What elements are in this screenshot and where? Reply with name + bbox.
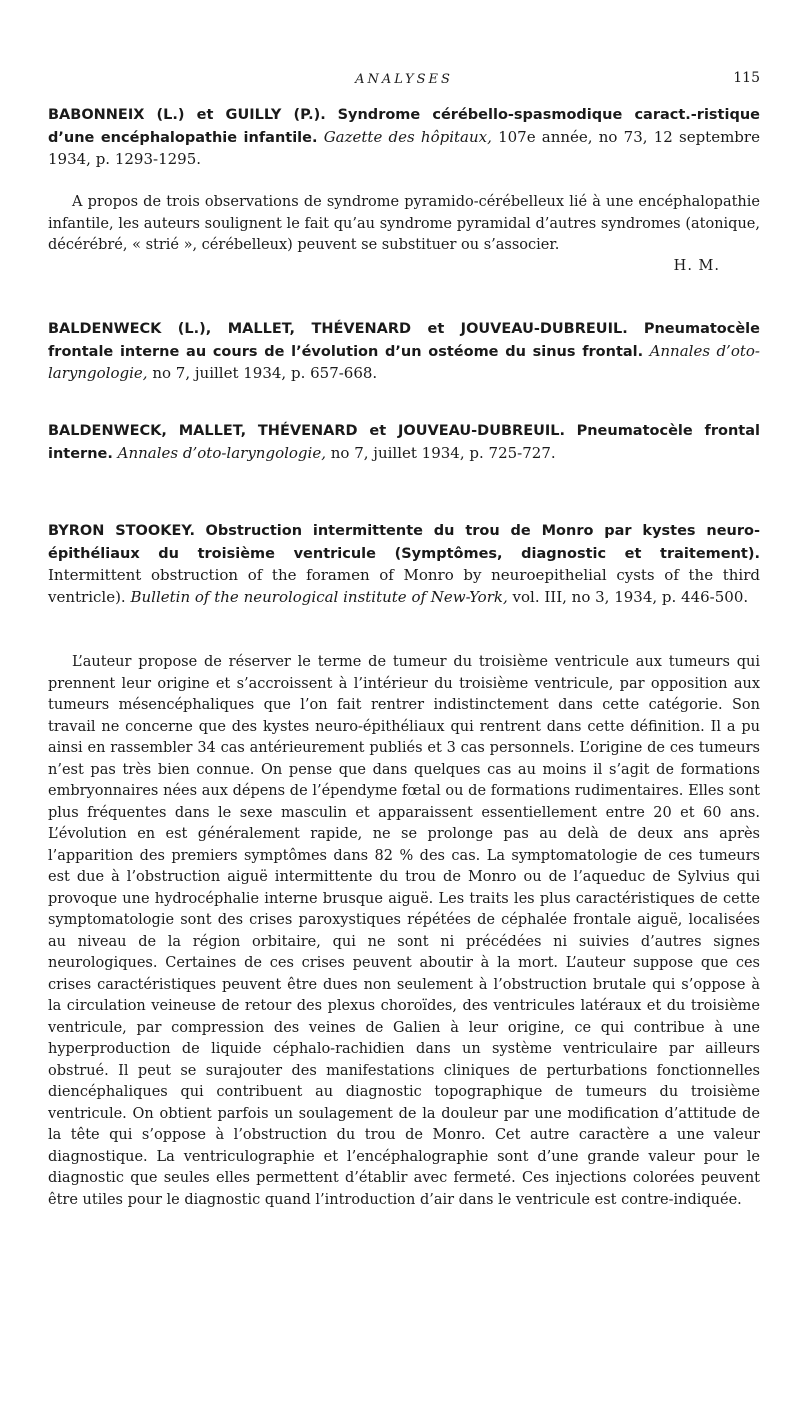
entry-source: Bulletin of the neurological institute of New-York, [130, 587, 508, 606]
entry-details: no 7, juillet 1934, p. 725-727. [330, 443, 556, 462]
entry-authors: BABONNEIX (L.) et GUILLY (P.). [48, 107, 326, 123]
entry-details: vol. III, no 3, 1934, p. 446-500. [512, 587, 749, 606]
entry-stookey-abstract: L’auteur propose de réserver le terme de tumeur du troisième ventricule aux tumeurs qui prennent leur origine et s’accroissent à l’intérieur du troisième ventricule, par opposition aux tumeurs mésencéphaliques que l’on fait rentrer indistinctement dans cette catégorie. Son travail ne concerne que des kystes neuro-épithéliaux qui rentrent dans cette définition. Il a pu ainsi en rassembler 34 cas antérieurement publiés et 3 cas personnels. L’origine de ces tumeurs n’est pas très bien connue. On pense que dans quelques cas au moins il s’agit de formations embryonnaires nées aux dépens de l’épendyme fœtal ou de formations rudimentaires. Elles sont plus fréquentes dans le sexe masculin et apparaissent essentiellement entre 20 et 60 ans. L’évolution en est généralement rapide, ne se prolonge pas au delà de deux ans après l’apparition des premiers symptômes dans 82 % des cas. La symptomatologie de ces tumeurs est due à l’obstruction aiguë intermittente du trou de Monro ou de l’aqueduc de Sylvius qui provoque une hydrocéphalie interne brusque aiguë. Les traits les plus caractéristiques de cette symptomatologie sont des crises paroxystiques répétées de céphalée frontale aiguë, localisées au niveau de la région orbitaire, qui ne sont ni précédées ni suivies d’autres signes neurologiques. Certaines de ces crises peuvent aboutir à la mort. L’auteur suppose que ces crises caractéristiques peuvent être dues non seulement à l’obstruction brutale qui s’oppose à la circulation veineuse de retour des plexus choroïdes, des ventricules latéraux et du troisième ventricule, par compression des veines de Galien à leur origine, ce qui contribue à une hyperproduction de liquide céphalo-rachidien dans un système ventriculaire par ailleurs obstrué. Il peut se surajouter des manifestations cliniques de perturbations fonctionnelles diencéphaliques qui contribuent au diagnostic topographique de tumeurs du troisième ventricule. On obtient parfois un soulagement de la douleur par une modification d’attitude de la tête qui s’oppose à l’obstruction du trou de Monro. Cet autre caractère a une valeur diagnostique. La ventriculographie et l’encéphalographie sont d’une grande valeur pour le diagnostic que seules elles permettent d’établir avec fermeté. Ces injections colorées peuvent être utiles pour le diagnostic quand l’introduction d’air dans le ventricule est contre-indiquée. [48, 654, 760, 1208]
entry-babonneix-citation [48, 104, 760, 171]
entry-title: Obstruction intermittente du trou de Monro par kystes neuro-épithéliaux du troisième ventricule (Symptômes, diagnostic et traitement). [48, 523, 760, 562]
entry-source: Gazette des hôpitaux, [323, 127, 492, 146]
entry-translation: Intermittent obstruction of the foramen of Monro by neuroepithelial cysts of the third ventricle). [48, 566, 760, 606]
entry-details: no 7, juillet 1934, p. 657-668. [152, 364, 378, 382]
entry-babonneix-abstract: A propos de trois observations de syndrome pyramido-cérébelleux lié à une encéphalopathie infantile, les auteurs soulignent le fait qu’au syndrome pyramidal d’autres syndromes (atonique, décérébré, « strié », cérébelleux) peuvent se substituer ou s’associer. [48, 194, 760, 253]
entry-baldenweck-1-citation [48, 318, 760, 385]
entry-authors: BYRON STOOKEY. [48, 523, 195, 539]
entry-details: 107e année, no 73, 12 septembre 1934, p. 1293-1295. [48, 127, 760, 168]
entry-title: Syndrome cérébello-spasmodique caract.-ristique d’une encéphalopathie infantile. [48, 107, 760, 146]
running-head [48, 70, 760, 92]
entry-signature: H. M. [673, 258, 720, 274]
entry-source: Annales d’oto-laryngologie, [117, 443, 326, 462]
entry-title: Pneumatocèle frontale interne au cours de l’évolution d’un ostéome du sinus frontal. [48, 321, 760, 360]
entry-authors: BALDENWECK, MALLET, THÉVENARD et JOUVEAU-DUBREUIL. [48, 423, 566, 439]
entry-authors: BALDENWECK (L.), MALLET, THÉVENARD et JOUVEAU-DUBREUIL. [48, 321, 628, 337]
page-number: 115 [733, 70, 760, 86]
entry-source: Annales d’oto-laryngologie, [48, 341, 760, 382]
running-title: ANALYSES [355, 72, 453, 87]
entry-baldenweck-2-citation [48, 420, 760, 465]
entry-title: Pneumatocèle frontal interne. [48, 423, 760, 462]
entry-stookey-citation [48, 520, 760, 608]
